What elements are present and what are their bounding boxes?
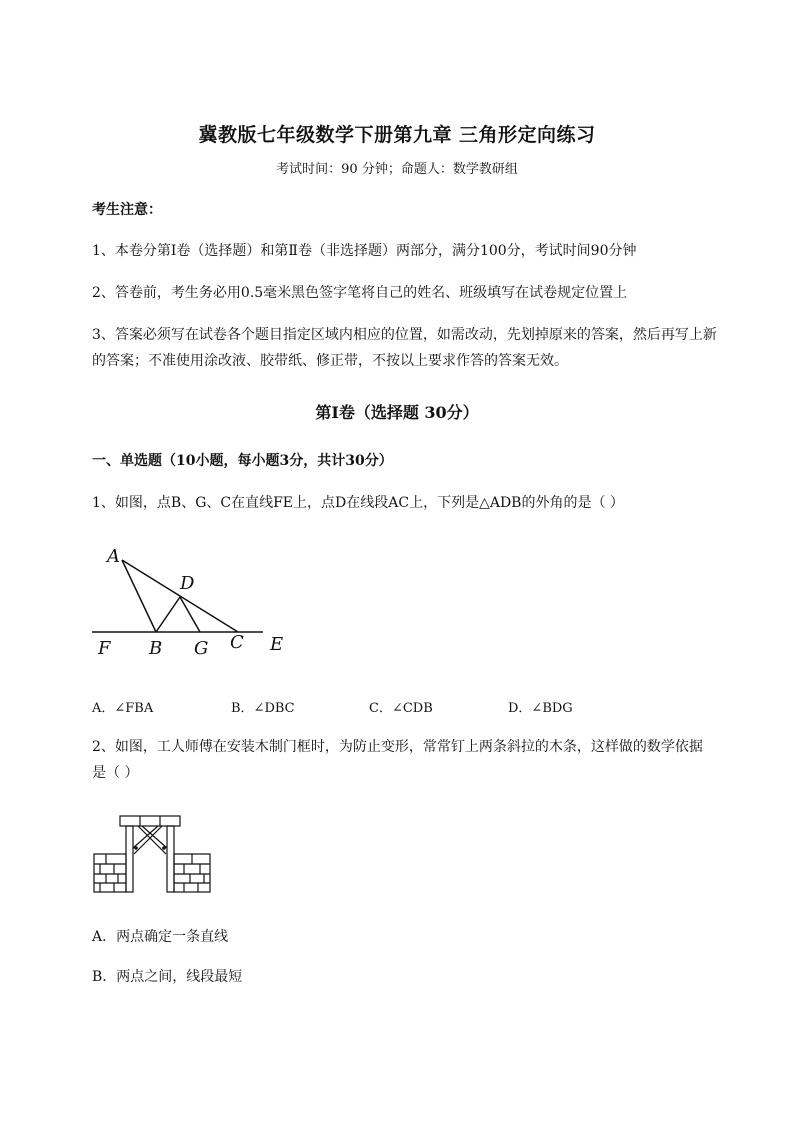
section-title: 第Ⅰ卷（选择题 30分） — [315, 403, 479, 422]
question-2-text-cont: 是（ ） — [92, 765, 139, 781]
notice-heading: 考生注意： — [92, 202, 162, 218]
notice-item-3-cont: 的答案；不准使用涂改液、胶带纸、修正带，不按以上要求作答的答案无效。 — [92, 353, 568, 369]
question-2-door-frame-figure — [92, 808, 214, 896]
question-1-figure — [88, 540, 298, 665]
q2-option-a[interactable]: A．两点确定一条直线 — [92, 929, 229, 945]
q1-option-b[interactable]: B．∠DBC — [231, 701, 295, 716]
q1-option-a[interactable]: A．∠FBA — [92, 701, 154, 716]
notice-item-3: 3、答案必须写在试卷各个题目指定区域内相应的位置，如需改动，先划掉原来的答案，然后再写上新 — [92, 327, 717, 343]
label-g: G — [194, 638, 209, 659]
segment-bd — [156, 597, 180, 632]
notice-item-1: 1、本卷分第I卷（选择题）和第Ⅱ卷（非选择题）两部分，满分100分，考试时间90分钟 — [92, 243, 637, 259]
label-d: D — [180, 573, 195, 594]
page-title: 冀教版七年级数学下册第九章 三角形定向练习 — [198, 124, 596, 146]
exam-info: 考试时间：90 分钟；命题人：数学教研组 — [276, 162, 518, 177]
label-e: E — [270, 634, 284, 655]
label-b: B — [149, 638, 163, 659]
label-f: F — [98, 638, 111, 659]
q1-option-c[interactable]: C．∠CDB — [369, 701, 433, 716]
label-c: C — [230, 632, 244, 653]
question-1-text: 1、如图，点B、G、C在直线FE上，点D在线段AC上，下列是△ADB的外角的是（ ） — [92, 495, 624, 511]
q1-option-d[interactable]: D．∠BDG — [508, 701, 573, 716]
label-a: A — [107, 546, 120, 567]
part-heading: 一、单选题（10小题，每小题3分，共计30分） — [92, 453, 393, 469]
question-2-text: 2、如图，工人师傅在安装木制门框时，为防止变形，常常钉上两条斜拉的木条，这样做的数学依据 — [92, 739, 703, 755]
notice-item-2: 2、答卷前，考生务必用0.5毫米黑色签字笔将自己的姓名、班级填写在试卷规定位置上 — [92, 285, 628, 301]
q2-option-b[interactable]: B．两点之间，线段最短 — [92, 969, 243, 985]
